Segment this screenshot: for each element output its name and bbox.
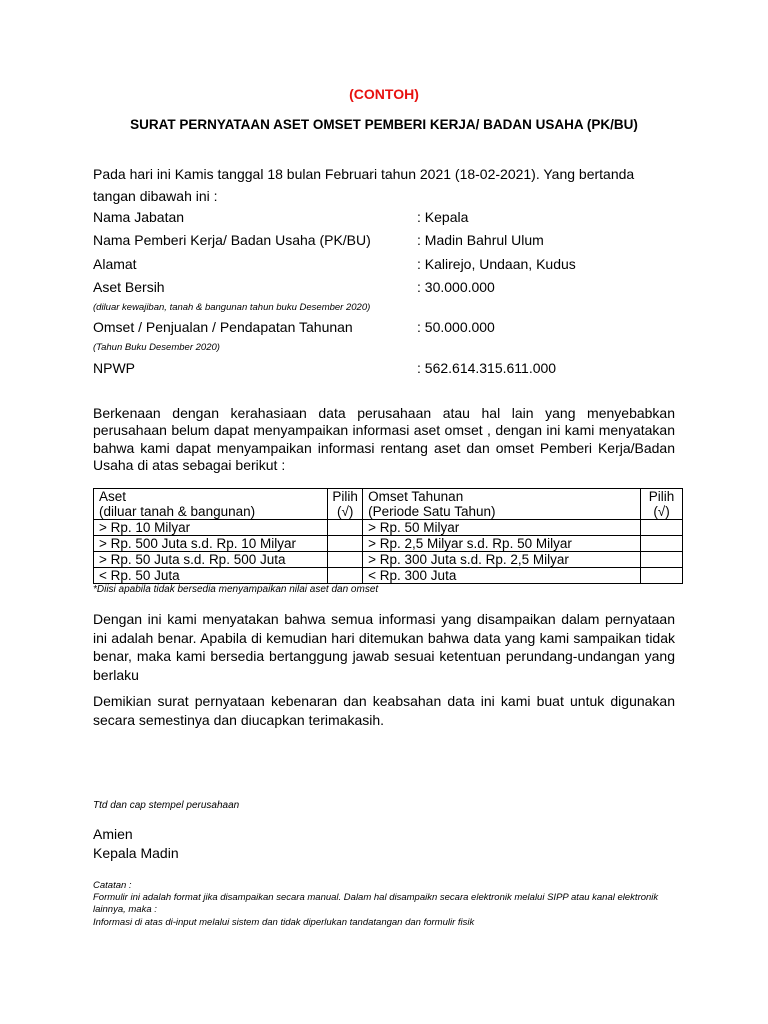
table-row (94, 568, 683, 584)
confidential-paragraph: Berkenaan dengan kerahasiaan data perusahaan atau hal lain yang menyebabkan perusahaan belum dapat menyampaikan informasi aset omset , dengan ini kami menyatakan bahwa kami dapat menyampaikan informasi rentang aset dan omset Pemberi Kerja/Badan Usaha di atas sebagai berikut : (93, 405, 675, 474)
field-label-alamat: Alamat (93, 256, 137, 272)
header-pilih-aset: Pilih (√) (328, 489, 363, 520)
omset-range-cell: > Rp. 50 Milyar (363, 520, 641, 536)
aset-range-cell: > Rp. 10 Milyar (94, 520, 328, 536)
pilih-aset-checkbox[interactable] (328, 568, 363, 584)
field-label-aset: Aset Bersih (93, 279, 165, 295)
closing-paragraph: Demikian surat pernyataan kebenaran dan keabsahan data ini kami buat untuk digunakan secara semestinya dan diucapkan terimakasih. (93, 693, 675, 728)
field-label-npwp: NPWP (93, 360, 135, 376)
omset-note: (Tahun Buku Desember 2020) (93, 342, 220, 353)
catatan-line-2: Informasi di atas di-input melalui sistem dan tidak diperlukan tandatangan dan formulir fisik (93, 917, 475, 928)
pilih-aset-checkbox[interactable] (328, 520, 363, 536)
pilih-omset-checkbox[interactable] (641, 568, 683, 584)
omset-range-cell: > Rp. 2,5 Milyar s.d. Rp. 50 Milyar (363, 536, 641, 552)
table-row (94, 536, 683, 552)
field-label-jabatan: Nama Jabatan (93, 209, 185, 225)
pilih-omset-checkbox[interactable] (641, 536, 683, 552)
pilih-omset-checkbox[interactable] (641, 552, 683, 568)
pilih-omset-checkbox[interactable] (641, 520, 683, 536)
signer-position: Kepala Madin (93, 845, 179, 861)
asset-omset-table (93, 488, 683, 584)
aset-range-cell: > Rp. 500 Juta s.d. Rp. 10 Milyar (94, 536, 328, 552)
pilih-aset-checkbox[interactable] (328, 552, 363, 568)
field-value-omset: : 50.000.000 (417, 319, 495, 335)
catatan-line-1: Formulir ini adalah format jika disampaikan secara manual. Dalam hal disampaikn secara elektronik melalui SIPP atau kanal elektronik lainnya, maka : (93, 892, 659, 915)
header-pilih-omset: Pilih (√) (641, 489, 683, 520)
table-row (94, 520, 683, 536)
table-footnote: *Diisi apabila tidak bersedia menyampaikan nilai aset dan omset (93, 584, 379, 595)
aset-note: (diluar kewajiban, tanah & bangunan tahun buku Desember 2020) (93, 302, 371, 313)
signature-stamp-note: Ttd dan cap stempel perusahaan (93, 800, 240, 811)
omset-range-cell: > Rp. 300 Juta s.d. Rp. 2,5 Milyar (363, 552, 641, 568)
field-value-alamat: : Kalirejo, Undaan, Kudus (417, 256, 576, 272)
signer-name: Amien (93, 826, 133, 842)
table-header-row (94, 489, 683, 520)
header-aset: Aset (diluar tanah & bangunan) (94, 489, 328, 520)
field-label-pkbu: Nama Pemberi Kerja/ Badan Usaha (PK/BU) (93, 232, 371, 248)
field-value-jabatan: : Kepala (417, 209, 469, 225)
field-label-omset: Omset / Penjualan / Pendapatan Tahunan (93, 319, 353, 335)
field-value-pkbu: : Madin Bahrul Ulum (417, 232, 544, 248)
example-label: (CONTOH) (349, 86, 419, 102)
field-value-aset: : 30.000.000 (417, 279, 495, 295)
header-omset: Omset Tahunan (Periode Satu Tahun) (363, 489, 641, 520)
table-row (94, 552, 683, 568)
aset-range-cell: < Rp. 50 Juta (94, 568, 328, 584)
intro-paragraph: Pada hari ini Kamis tanggal 18 bulan Februari tahun 2021 (18-02-2021). Yang bertanda tangan dibawah ini : (93, 166, 635, 204)
field-value-npwp: : 562.614.315.611.000 (417, 360, 557, 376)
omset-range-cell: < Rp. 300 Juta (363, 568, 641, 584)
pilih-aset-checkbox[interactable] (328, 536, 363, 552)
truth-paragraph: Dengan ini kami menyatakan bahwa semua informasi yang disampaikan dalam pernyataan ini adalah benar. Apabila di kemudian hari ditemukan bahwa data yang kami sampaikan tidak benar, maka kami bersedia bertanggung jawab sesuai ketentuan perundang-undangan yang berlaku (93, 611, 675, 683)
document-title: SURAT PERNYATAAN ASET OMSET PEMBERI KERJA/ BADAN USAHA (PK/BU) (130, 117, 638, 132)
aset-range-cell: > Rp. 50 Juta s.d. Rp. 500 Juta (94, 552, 328, 568)
catatan-heading: Catatan : (93, 880, 132, 891)
